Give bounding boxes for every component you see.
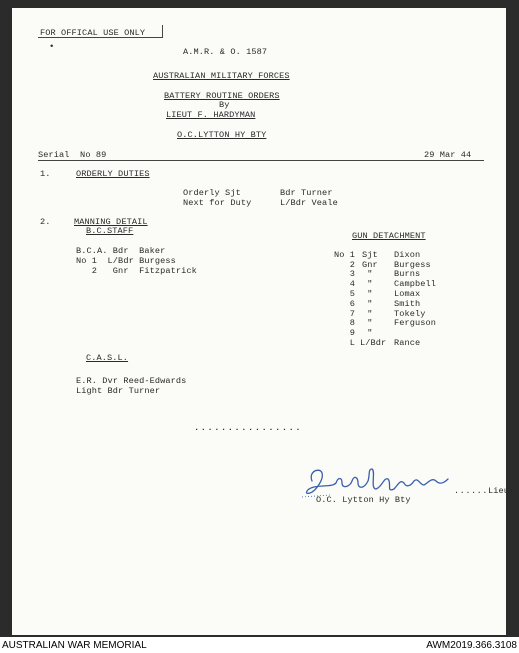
casl-line: Light Bdr Turner (76, 386, 161, 396)
gun-rank: " (362, 318, 373, 328)
duty-role: Orderly Sjt (183, 188, 241, 198)
gun-rank: " (362, 309, 373, 319)
order-date: 29 Mar 44 (424, 150, 472, 160)
divider-dots: ................ (194, 423, 303, 433)
archive-reference: AWM2019.366.3108 (426, 640, 517, 651)
gun-name: Burgess (394, 260, 431, 270)
gun-name: Smith (394, 299, 421, 309)
document-title: BATTERY ROUTINE ORDERS (164, 91, 280, 101)
document-page (12, 8, 519, 635)
archive-name: AUSTRALIAN WAR MEMORIAL (2, 640, 147, 651)
gun-rank: " (362, 299, 373, 309)
serial-rule (38, 160, 484, 161)
serial-number: Serial No 89 (38, 150, 107, 160)
gun-no: 9 (334, 328, 356, 338)
signature-position: O.C. Lytton Hy Bty (316, 495, 411, 505)
gun-name: Campbell (394, 279, 437, 289)
gun-no: 6 (334, 299, 356, 309)
section-1-title: ORDERLY DUTIES (76, 169, 150, 179)
gun-no: 3 (334, 269, 356, 279)
archive-caption (0, 639, 519, 653)
gun-name: Rance (394, 338, 421, 348)
casl-title: C.A.S.L. (86, 353, 129, 363)
classification-label: FOR OFFICAL USE ONLY (40, 28, 146, 38)
bc-staff-line: 2 Gnr Fitzpatrick (76, 266, 197, 276)
gun-rank: Sjt (362, 250, 378, 260)
bc-staff-title: B.C.STAFF (86, 226, 134, 236)
gun-rank: L/Bdr (360, 338, 387, 348)
signature-rank: ......Lieut. (454, 486, 519, 496)
gun-no: 5 (334, 289, 356, 299)
gun-name: Ferguson (394, 318, 437, 328)
unit-name: O.C.LYTTON HY BTY (177, 130, 267, 140)
gun-name: Burns (394, 269, 421, 279)
gun-name: Tokely (394, 309, 426, 319)
gun-rank: " (362, 269, 373, 279)
gun-rank: " (362, 328, 373, 338)
gun-name: Dixon (394, 250, 421, 260)
gun-rank: " (362, 289, 373, 299)
gun-no: No 1 (334, 250, 356, 260)
ink-mark: • (49, 42, 55, 52)
gun-rank: " (362, 279, 373, 289)
gun-no: 7 (334, 309, 356, 319)
gun-rank: Gnr (362, 260, 378, 270)
gun-detachment-title: GUN DETACHMENT (352, 231, 426, 241)
author-name: LIEUT F. HARDYMAN (166, 110, 256, 120)
gun-no: 2 (334, 260, 356, 270)
bc-staff-line: B.C.A. Bdr Baker (76, 246, 166, 256)
gun-name: Lomax (394, 289, 421, 299)
casl-line: E.R. Dvr Reed-Edwards (76, 376, 187, 386)
duty-name: L/Bdr Veale (280, 198, 338, 208)
duty-role: Next for Duty (183, 198, 252, 208)
by-label: By (219, 100, 230, 110)
duty-name: Bdr Turner (280, 188, 333, 198)
section-1-number: 1. (40, 169, 51, 179)
gun-no: L (334, 338, 356, 348)
gun-no: 8 (334, 318, 356, 328)
order-reference: A.M.R. & O. 1587 (183, 47, 268, 57)
organisation-title: AUSTRALIAN MILITARY FORCES (153, 71, 290, 81)
section-2-title: MANNING DETAIL (74, 217, 148, 227)
bc-staff-line: No 1 L/Bdr Burgess (76, 256, 176, 266)
gun-no: 4 (334, 279, 356, 289)
section-2-number: 2. (40, 217, 51, 227)
